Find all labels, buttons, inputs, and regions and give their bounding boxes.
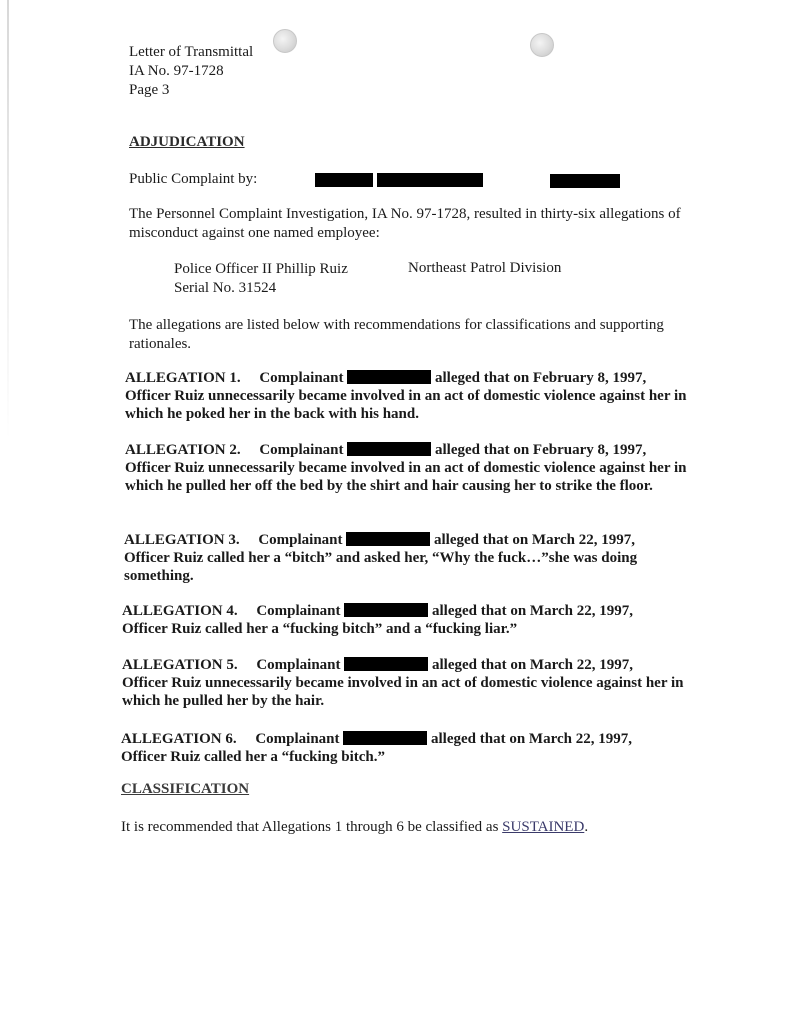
allegation-item <box>122 602 697 638</box>
allegation-prefix: Complainant <box>258 532 343 548</box>
redaction-bar <box>315 173 373 187</box>
classification-recommendation <box>121 819 588 836</box>
scan-edge-shadow <box>7 0 9 440</box>
allegation-body: Officer Ruiz called her a “bitch” and asked her, “Why the fuck…”she was doing something. <box>124 550 638 584</box>
investigation-intro: The Personnel Complaint Investigation, IA No. 97-1728, resulted in thirty-six allegations of misconduct against one named employee: <box>129 206 681 241</box>
letter-header <box>129 43 253 100</box>
redaction-bar <box>344 603 428 617</box>
allegation-item <box>125 441 700 495</box>
allegation-item <box>122 656 697 710</box>
allegation-prefix: Complainant <box>256 657 341 673</box>
allegation-body: Officer Ruiz unnecessarily became involved in an act of domestic violence against her in which he pulled her by the hair. <box>122 675 684 709</box>
allegation-suffix: alleged that on March 22, 1997, <box>432 603 633 619</box>
adjudication-heading: ADJUDICATION <box>129 134 245 150</box>
employee-block <box>174 260 348 298</box>
allegation-body: Officer Ruiz unnecessarily became involved in an act of domestic violence against her in which he pulled her off the bed by the shirt and hair causing her to strike the floor. <box>125 460 687 494</box>
employee-serial: Serial No. 31524 <box>174 280 277 296</box>
redaction-bar <box>347 370 431 384</box>
header-ia-number: IA No. 97-1728 <box>129 63 224 79</box>
allegation-label: ALLEGATION 2. <box>125 442 241 458</box>
redaction-bar <box>344 657 428 671</box>
allegation-prefix: Complainant <box>259 442 344 458</box>
allegation-body: Officer Ruiz called her a “fucking bitch” and a “fucking liar.” <box>122 621 518 637</box>
allegation-prefix: Complainant <box>256 603 341 619</box>
recommendation-period: . <box>584 819 589 835</box>
allegation-suffix: alleged that on March 22, 1997, <box>434 532 635 548</box>
classification-value: SUSTAINED <box>502 819 585 835</box>
allegation-label: ALLEGATION 3. <box>124 532 240 548</box>
recommendation-text: It is recommended that Allegations 1 through 6 be classified as <box>121 819 499 835</box>
allegation-item <box>121 730 696 766</box>
employee-name: Police Officer II Phillip Ruiz <box>174 261 348 277</box>
allegation-body: Officer Ruiz unnecessarily became involved in an act of domestic violence against her in which he poked her in the back with his hand. <box>125 388 687 422</box>
classification-heading: CLASSIFICATION <box>121 781 250 797</box>
redaction-bar <box>346 532 430 546</box>
allegation-label: ALLEGATION 4. <box>122 603 238 619</box>
allegation-item <box>124 531 699 585</box>
allegation-prefix: Complainant <box>255 731 340 747</box>
allegation-prefix: Complainant <box>259 370 344 386</box>
header-page-number: Page 3 <box>129 82 170 98</box>
employee-division: Northeast Patrol Division <box>408 260 562 276</box>
allegation-body: Officer Ruiz called her a “fucking bitch.” <box>121 749 386 765</box>
allegation-suffix: alleged that on March 22, 1997, <box>432 657 633 673</box>
redaction-bar <box>343 731 427 745</box>
redaction-bar <box>550 174 620 188</box>
punch-hole-right <box>530 33 554 57</box>
header-title: Letter of Transmittal <box>129 44 254 60</box>
public-complaint-label: Public Complaint by: <box>129 171 258 187</box>
redaction-bar <box>347 442 431 456</box>
allegation-suffix: alleged that on February 8, 1997, <box>435 370 647 386</box>
allegations-intro: The allegations are listed below with recommendations for classifications and supporting rationales. <box>129 317 664 352</box>
allegation-suffix: alleged that on February 8, 1997, <box>435 442 647 458</box>
punch-hole-left <box>273 29 297 53</box>
allegation-label: ALLEGATION 6. <box>121 731 237 747</box>
allegation-label: ALLEGATION 1. <box>125 370 241 386</box>
allegation-item <box>125 369 700 423</box>
redaction-bar <box>377 173 483 187</box>
allegation-label: ALLEGATION 5. <box>122 657 238 673</box>
allegation-suffix: alleged that on March 22, 1997, <box>431 731 632 747</box>
